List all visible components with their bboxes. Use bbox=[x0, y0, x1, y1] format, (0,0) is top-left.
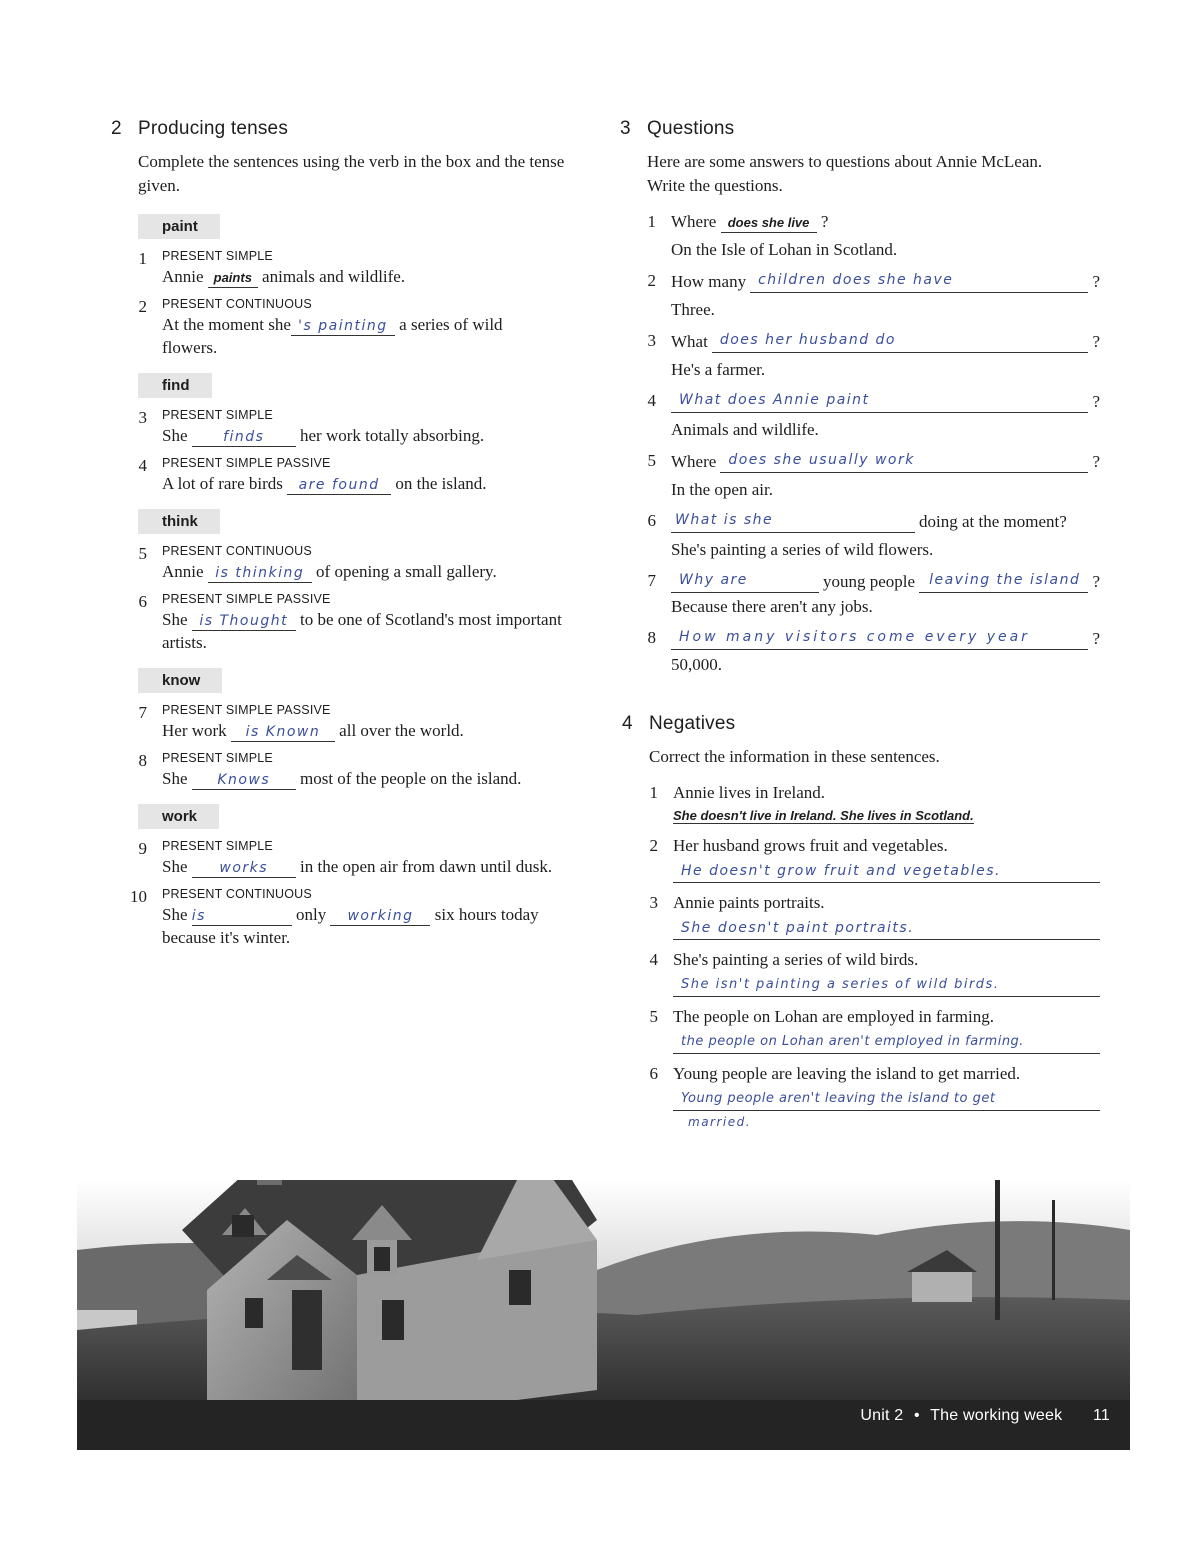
answer-field[interactable]: is Known bbox=[231, 723, 335, 742]
answer-field[interactable]: leaving the island bbox=[919, 569, 1088, 593]
tense-label: PRESENT CONTINUOUS bbox=[162, 887, 312, 901]
answer-field[interactable]: does she live bbox=[721, 214, 817, 233]
question-item: 7 Why are young people leaving the island ? Because there aren't any jobs. bbox=[647, 571, 1100, 616]
negative-item: 3 Annie paints portraits. bbox=[649, 893, 825, 912]
tense-label: PRESENT CONTINUOUS bbox=[162, 544, 312, 558]
tense-label: PRESENT SIMPLE bbox=[162, 408, 273, 422]
verb-box-find: find bbox=[138, 373, 212, 398]
exercise-item: 2 PRESENT CONTINUOUS At the moment she 's painting a series of wild flowers. bbox=[111, 295, 601, 359]
question-item: 3 What does her husband do ? He's a farmer. bbox=[647, 331, 1100, 379]
unit-label: Unit 2 bbox=[860, 1407, 904, 1424]
section-negatives bbox=[622, 713, 1100, 1129]
footer-separator: • bbox=[914, 1407, 920, 1424]
answer-field[interactable]: What does Annie paint bbox=[671, 389, 1088, 413]
page-footer bbox=[860, 1407, 1110, 1425]
section-number: 4 bbox=[622, 713, 633, 734]
tense-label: PRESENT SIMPLE bbox=[162, 839, 273, 853]
exercise-item: 5 PRESENT CONTINUOUS Annie is thinking of opening a small gallery. bbox=[111, 542, 601, 583]
exercise-item: 8 PRESENT SIMPLE She Knows most of the people on the island. bbox=[111, 749, 601, 790]
question-item: 6 What is she doing at the moment? She's painting a series of wild flowers. bbox=[647, 511, 1067, 559]
tense-label: PRESENT CONTINUOUS bbox=[162, 297, 312, 311]
answer-field[interactable]: finds bbox=[192, 428, 296, 447]
negative-item: 2 Her husband grows fruit and vegetables. bbox=[649, 836, 948, 855]
verb-box-work: work bbox=[138, 804, 219, 829]
exercise-item: 6 PRESENT SIMPLE PASSIVE She is Thought to be one of Scotland's most important artists. bbox=[111, 590, 601, 654]
verb-box-paint: paint bbox=[138, 214, 220, 239]
exercise-item: 4 PRESENT SIMPLE PASSIVE A lot of rare birds are found on the island. bbox=[111, 454, 601, 495]
section-number: 3 bbox=[620, 118, 631, 139]
tense-label: PRESENT SIMPLE PASSIVE bbox=[162, 456, 331, 470]
answer-field[interactable]: working bbox=[330, 907, 430, 926]
answer-field[interactable]: He doesn't grow fruit and vegetables. bbox=[673, 860, 1100, 883]
exercise-item: 3 PRESENT SIMPLE She finds her work totally absorbing. bbox=[111, 406, 601, 447]
answer-field[interactable]: 's painting bbox=[291, 317, 395, 336]
answer-field[interactable]: does her husband do bbox=[712, 329, 1089, 353]
section-number: 2 bbox=[111, 118, 122, 139]
section-title: Negatives bbox=[649, 713, 736, 734]
answer-field[interactable]: is bbox=[192, 907, 292, 926]
page-number: 11 bbox=[1092, 1407, 1110, 1424]
tense-label: PRESENT SIMPLE bbox=[162, 751, 273, 765]
section-heading bbox=[622, 713, 1100, 735]
answer-field[interactable]: are found bbox=[287, 476, 391, 495]
section-heading bbox=[111, 118, 601, 140]
answer-field[interactable]: Young people aren't leaving the island to get bbox=[673, 1088, 1100, 1111]
section-questions bbox=[620, 118, 1100, 676]
question-item: 2 How many children does she have ? Three. bbox=[647, 271, 1100, 319]
question-item: 8 How many visitors come every year ? 50,000. bbox=[647, 628, 1100, 674]
answer-field[interactable]: She doesn't paint portraits. bbox=[673, 917, 1100, 940]
answer-field[interactable]: children does she have bbox=[750, 269, 1088, 293]
question-item: 1 Where does she live ? On the Isle of Lohan in Scotland. bbox=[647, 212, 898, 259]
section-producing-tenses bbox=[111, 118, 601, 949]
answer-field[interactable]: She isn't painting a series of wild birds. bbox=[673, 974, 1100, 997]
section-title: Producing tenses bbox=[138, 118, 289, 139]
answer-field[interactable]: does she usually work bbox=[720, 449, 1088, 473]
section-instructions: Correct the information in these sentences. bbox=[649, 747, 940, 766]
section-title: Questions bbox=[647, 118, 735, 139]
negative-item: 6 Young people are leaving the island to get married. bbox=[649, 1064, 1021, 1083]
section-heading bbox=[620, 118, 1100, 140]
exercise-item: 9 PRESENT SIMPLE She works in the open air from dawn until dusk. bbox=[111, 837, 601, 878]
answer-field[interactable]: is thinking bbox=[208, 564, 312, 583]
answer-field[interactable]: is Thought bbox=[192, 612, 296, 631]
exercise-item: 1 PRESENT SIMPLE Annie paints animals and wildlife. bbox=[111, 247, 601, 288]
answer-continuation: married. bbox=[688, 1115, 752, 1129]
section-instructions: Complete the sentences using the verb in the box and the tense given. bbox=[138, 152, 565, 195]
exercise-item: 10 PRESENT CONTINUOUS She is only working six hours today because it's winter. bbox=[111, 885, 601, 949]
answer-field[interactable]: Why are bbox=[671, 569, 819, 593]
verb-box-know: know bbox=[138, 668, 222, 693]
question-item: 5 Where does she usually work ? In the open air. bbox=[647, 451, 1100, 499]
negative-item: 1 Annie lives in Ireland. bbox=[649, 783, 826, 802]
tense-label: PRESENT SIMPLE PASSIVE bbox=[162, 592, 331, 606]
answer-field[interactable]: How many visitors come every year bbox=[671, 626, 1088, 650]
answer-field[interactable]: works bbox=[192, 859, 296, 878]
tense-label: PRESENT SIMPLE bbox=[162, 249, 273, 263]
negative-item: 5 The people on Lohan are employed in farming. bbox=[649, 1007, 994, 1026]
answer-field[interactable]: What is she bbox=[671, 509, 915, 533]
verb-box-think: think bbox=[138, 509, 220, 534]
question-item: 4 What does Annie paint ? Animals and wildlife. bbox=[647, 391, 1100, 439]
answer-field[interactable]: Knows bbox=[192, 771, 296, 790]
answer-field[interactable]: the people on Lohan aren't employed in farming. bbox=[673, 1031, 1100, 1054]
unit-title: The working week bbox=[930, 1407, 1063, 1424]
answer-field[interactable]: paints bbox=[208, 269, 258, 288]
section-instructions: Here are some answers to questions about Annie McLean. Write the questions. bbox=[647, 152, 1043, 195]
answer-field[interactable]: She doesn't live in Ireland. She lives in Scotland. bbox=[673, 808, 974, 823]
negative-item: 4 She's painting a series of wild birds. bbox=[649, 950, 919, 969]
exercise-item: 7 PRESENT SIMPLE PASSIVE Her work is Known all over the world. bbox=[111, 701, 601, 742]
tense-label: PRESENT SIMPLE PASSIVE bbox=[162, 703, 331, 717]
